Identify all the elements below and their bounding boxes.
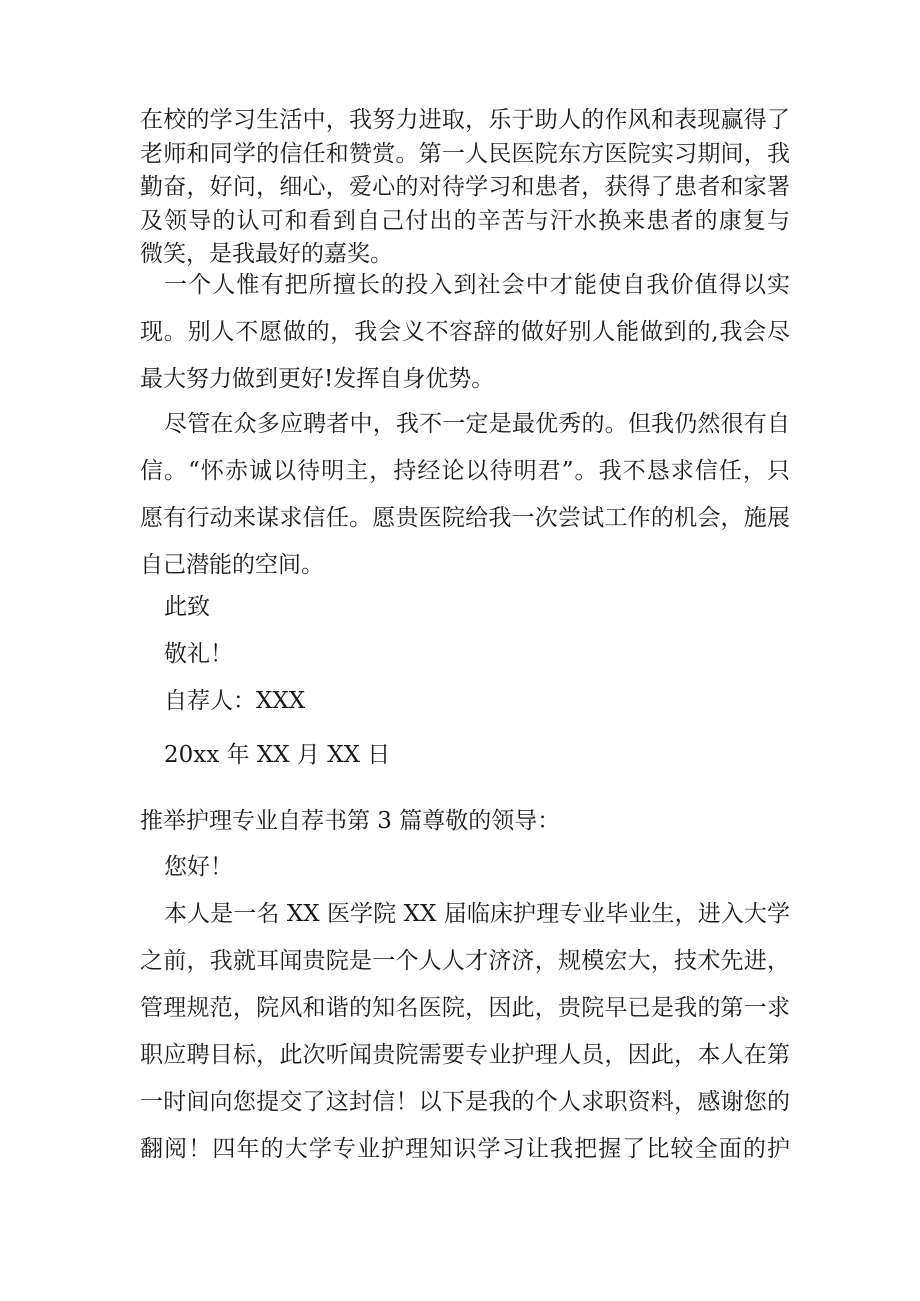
text-line: 翻阅！四年的大学专业护理知识学习让我把握了比较全面的护 bbox=[140, 1136, 790, 1162]
text-line: 一时间向您提交了这封信！以下是我的个人求职资料，感谢您的 bbox=[140, 1089, 790, 1115]
text-line: 之前，我就耳闻贵院是一个人人才济济，规模宏大，技术先进， bbox=[140, 948, 790, 974]
paragraph-confidence bbox=[140, 401, 790, 589]
section-heading: 推举护理专业自荐书第 3 篇尊敬的领导： bbox=[140, 808, 561, 834]
paragraph-introduction bbox=[140, 891, 790, 1173]
text-line: 老师和同学的信任和赞赏。第一人民医院东方医院实习期间，我 bbox=[140, 140, 790, 167]
letter-date: 20xx 年 XX 月 XX 日 bbox=[164, 742, 391, 768]
text-line: 自己潜能的空间。 bbox=[140, 552, 324, 578]
greeting: 您好！ bbox=[164, 854, 233, 880]
text-line: 微笑，是我最好的嘉奖。 bbox=[140, 241, 393, 267]
text-line: 本人是一名 XX 医学院 XX 届临床护理专业毕业生，进入大学 bbox=[164, 901, 790, 927]
text-line: 愿有行动来谋求信任。愿贵医院给我一次尝试工作的机会，施展 bbox=[140, 505, 790, 531]
text-line: 信。“怀赤诚以待明主，持经论以待明君”。我不恳求信任，只 bbox=[140, 458, 790, 484]
paragraph-self-value bbox=[140, 262, 790, 403]
text-line: 勤奋，好问，细心，爱心的对待学习和患者，获得了患者和家署 bbox=[140, 174, 790, 200]
closing-respectfully: 此致 bbox=[164, 594, 210, 620]
paragraph-academic-performance bbox=[140, 104, 790, 272]
text-line: 尽管在众多应聘者中，我不一定是最优秀的。但我仍然很有自 bbox=[164, 411, 790, 437]
text-line: 及领导的认可和看到自己付出的辛苦与汗水换来患者的康复与 bbox=[140, 207, 790, 234]
text-line: 在校的学习生活中，我努力进取，乐于助人的作风和表现赢得了 bbox=[140, 107, 790, 133]
closing-salute: 敬礼！ bbox=[164, 641, 233, 667]
text-line: 管理规范，院风和谐的知名医院，因此，贵院早已是我的第一求 bbox=[140, 995, 790, 1021]
text-line: 最大努力做到更好!发挥自身优势。 bbox=[140, 366, 495, 392]
text-line: 一个人惟有把所擅长的投入到社会中才能使自我价值得以实 bbox=[164, 272, 790, 298]
text-line: 职应聘目标，此次听闻贵院需要专业护理人员，因此，本人在第 bbox=[140, 1042, 790, 1068]
text-line: 现。别人不愿做的，我会义不容辞的做好别人能做到的,我会尽 bbox=[140, 319, 790, 345]
signature: 自荐人：XXX bbox=[164, 688, 306, 714]
